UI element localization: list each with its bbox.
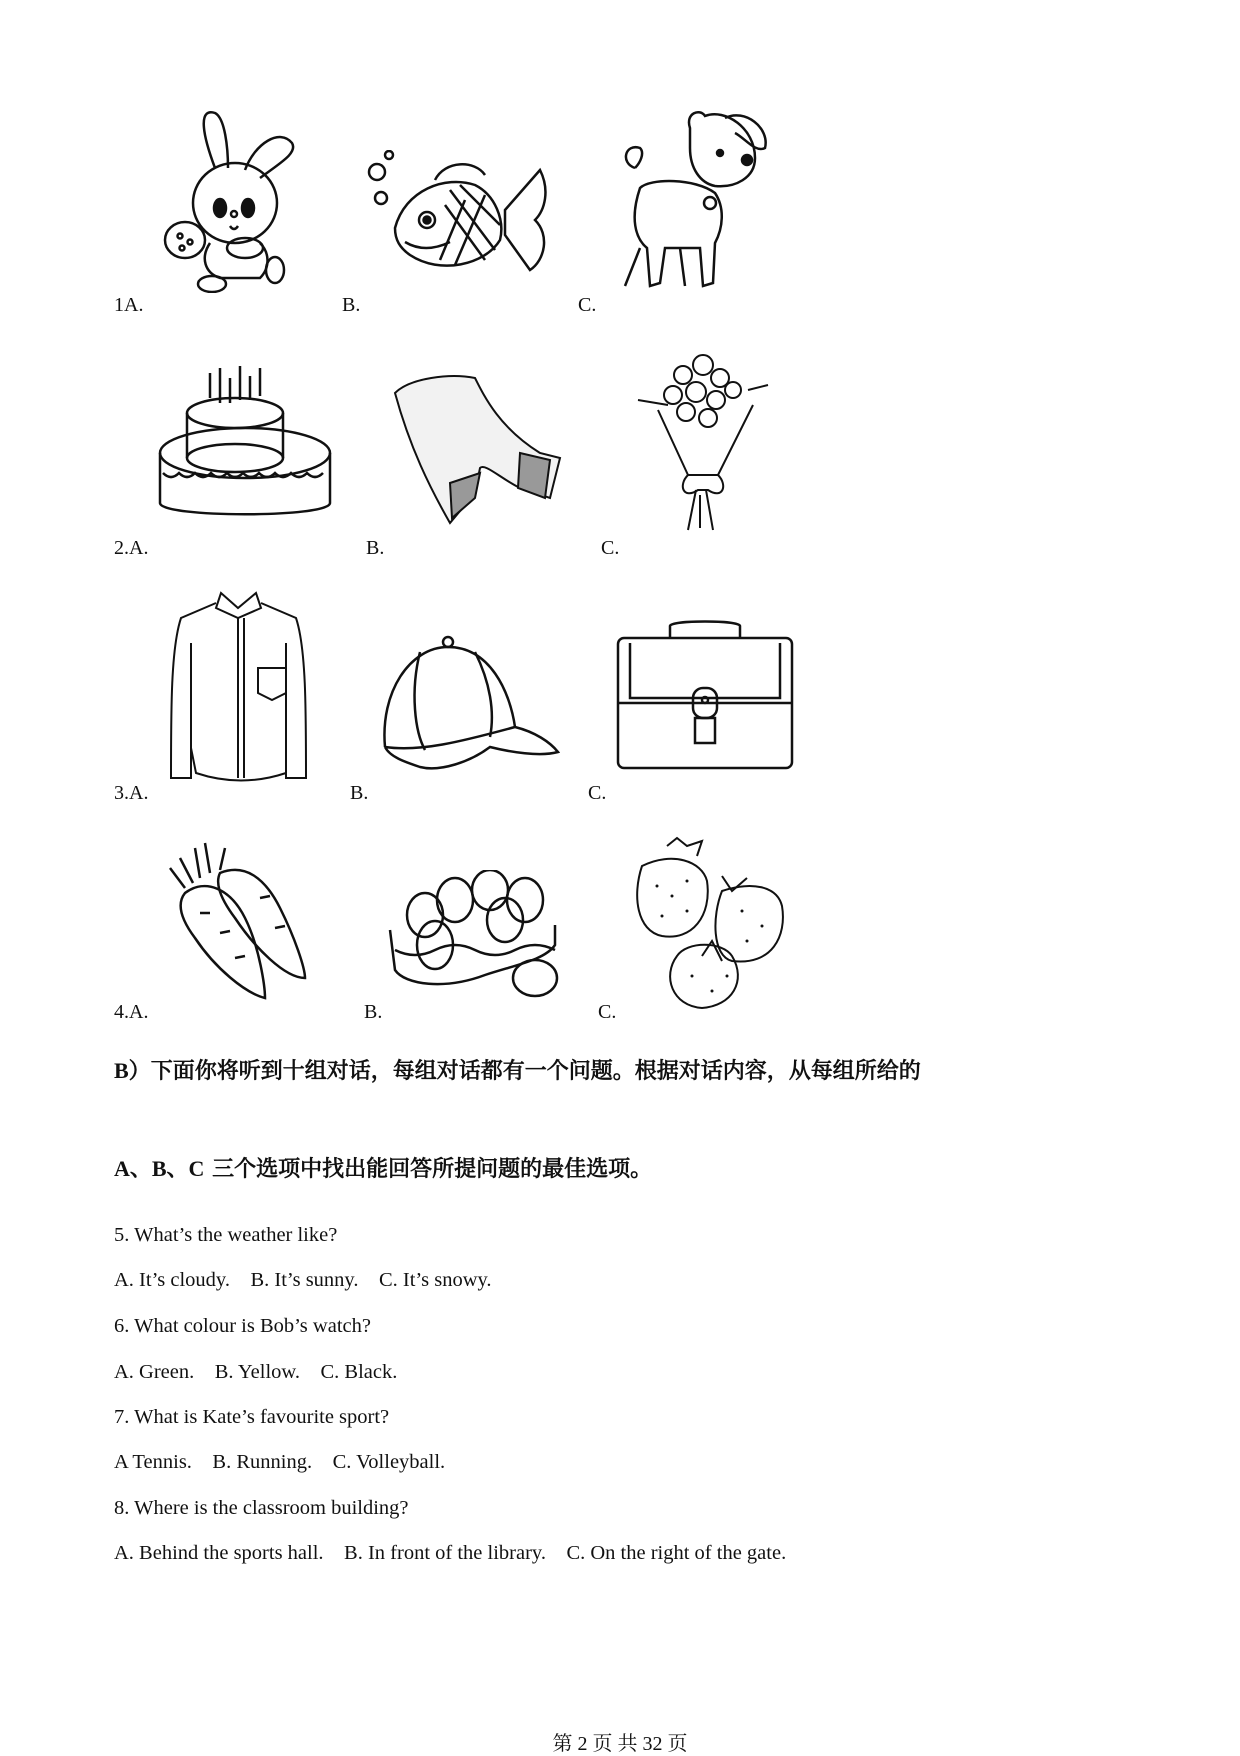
options-prefix: A、B、C: [114, 1156, 205, 1181]
question-7: 7. What is Kate’s favourite sport?: [114, 1406, 390, 1428]
question-5-options: A. It’s cloudy. B. It’s sunny. C. It’s snowy.: [114, 1269, 492, 1291]
page-indicator: 第 2 页 共 32 页: [552, 1733, 688, 1755]
rabbit-image: [160, 108, 310, 293]
option-label: 2.A.: [114, 537, 149, 559]
flower-bouquet-image: [628, 350, 778, 535]
question-5: 5. What’s the weather like?: [114, 1224, 338, 1246]
question-8: 8. Where is the classroom building?: [114, 1497, 409, 1519]
option-label: C.: [578, 294, 597, 316]
question-7-options: A Tennis. B. Running. C. Volleyball.: [114, 1451, 446, 1473]
shirt-image: [166, 588, 311, 786]
option-label: B.: [364, 1001, 383, 1023]
instruction-text: 三个选项中找出能回答所提问题的最佳选项。: [212, 1157, 653, 1182]
fish-image: [365, 150, 555, 280]
question-8-options: A. Behind the sports hall. B. In front of the library. C. On the right of the gate.: [114, 1542, 787, 1564]
section-b-prefix: B）: [114, 1058, 151, 1083]
birthday-cake-image: [155, 358, 335, 528]
section-b-instruction-line1: [114, 1058, 921, 1085]
option-label: 4.A.: [114, 1001, 149, 1023]
eggs-image: [385, 870, 565, 1000]
option-label: 1A.: [114, 294, 144, 316]
dog-image: [605, 108, 790, 293]
option-label: C.: [588, 782, 607, 804]
option-label: B.: [342, 294, 361, 316]
briefcase-image: [615, 618, 795, 773]
scarf-image: [390, 368, 570, 528]
option-label: 3.A.: [114, 782, 149, 804]
section-b-instruction-line2: [114, 1156, 652, 1183]
instruction-text: 下面你将听到十组对话，每组对话都有一个问题。根据对话内容，从每组所给的: [150, 1059, 921, 1084]
option-label: B.: [350, 782, 369, 804]
question-6-options: A. Green. B. Yellow. C. Black.: [114, 1361, 398, 1383]
strawberries-image: [632, 836, 790, 1011]
cap-image: [380, 632, 560, 772]
option-label: B.: [366, 537, 385, 559]
carrots-image: [165, 838, 330, 1003]
question-6: 6. What colour is Bob’s watch?: [114, 1315, 371, 1337]
option-label: C.: [601, 537, 620, 559]
option-label: C.: [598, 1001, 617, 1023]
